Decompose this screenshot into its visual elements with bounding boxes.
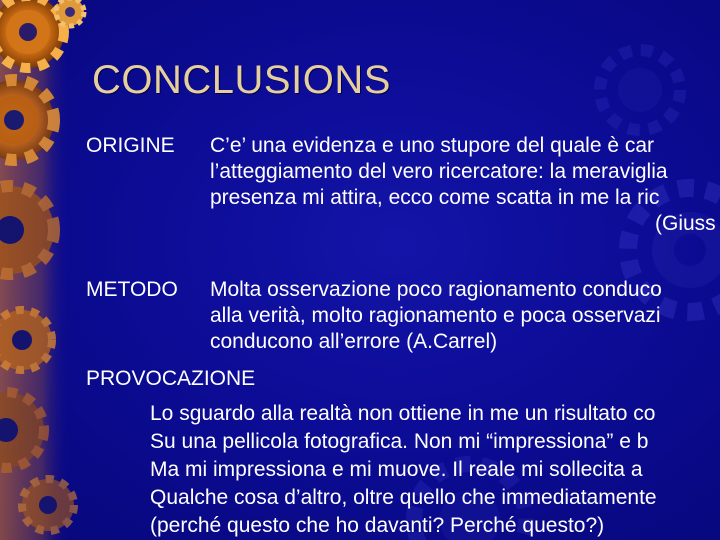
provocazione-line: (perché questo che ho davanti? Perché questo?) <box>150 514 605 537</box>
slide-title: CONCLUSIONS <box>92 58 391 102</box>
origine-line: C’e’ una evidenza e uno stupore del quale è car <box>210 134 655 157</box>
provocazione-label: PROVOCAZIONE <box>86 367 256 390</box>
provocazione-line: Qualche cosa d’altro, oltre quello che immediatamente <box>150 486 657 509</box>
gear-icon <box>0 80 54 160</box>
gear-icon <box>0 186 54 274</box>
metodo-line: conducono all’errore (A.Carrel) <box>210 330 498 353</box>
metodo-label: METODO <box>86 278 178 301</box>
gear-icon <box>0 310 52 370</box>
metodo-line: alla verità, molto ragionamento e poca osservazi <box>210 304 661 327</box>
origine-line: l’atteggiamento del vero ricercatore: la meraviglia <box>210 160 668 183</box>
origine-label: ORIGINE <box>86 134 175 157</box>
gear-icon <box>22 479 74 531</box>
origine-line: (Giuss <box>655 212 716 235</box>
provocazione-line: Su una pellicola fotografica. Non mi “impressiona” e b <box>150 430 649 453</box>
gear-icon <box>600 50 680 130</box>
provocazione-line: Ma mi impressiona e mi muove. Il reale mi sollecita a <box>150 458 643 481</box>
provocazione-line: Lo sguardo alla realtà non ottiene in me un risultato co <box>150 402 656 425</box>
metodo-line: Molta osservazione poco ragionamento conduco <box>210 278 662 301</box>
origine-line: presenza mi attira, ecco come scatta in me la ric <box>210 186 660 209</box>
